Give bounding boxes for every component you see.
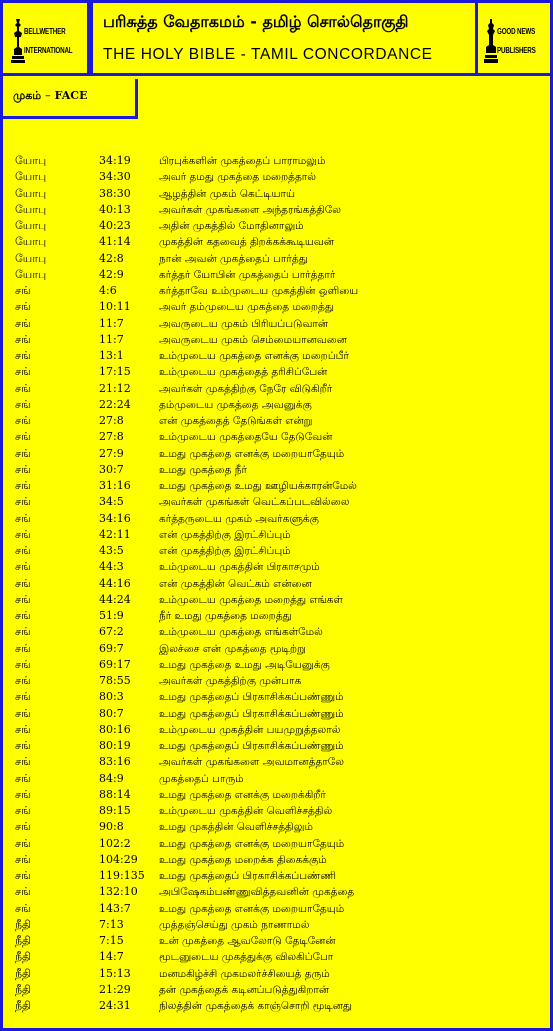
verse-excerpt: முத்தஞ்செய்து முகம் நாணாமல் — [159, 918, 310, 931]
book-abbreviation: யோபு — [15, 235, 47, 249]
book-abbreviation: நீதி — [15, 934, 32, 947]
verse-excerpt: இலச்சை என் முகத்தை மூடிற்று — [159, 642, 306, 655]
verse-excerpt: அவர்கள் முகங்களை அந்தரங்கத்திலே — [159, 203, 341, 216]
title-block — [90, 3, 475, 76]
verse-reference: 132:10 — [99, 885, 138, 899]
verse-excerpt: உமது முகத்தை எனக்கு மறையாதேயும் — [159, 447, 345, 460]
verse-reference: 11:7 — [99, 316, 124, 330]
concordance-row — [15, 462, 545, 478]
concordance-row — [15, 527, 545, 543]
verse-reference: 43:5 — [99, 544, 124, 557]
good-news-logo-line2: PUBLISHERS — [497, 46, 536, 55]
concordance-row — [15, 836, 545, 852]
verse-reference: 143:7 — [99, 901, 131, 915]
concordance-row — [15, 397, 545, 413]
concordance-row — [15, 917, 545, 933]
verse-reference: 34:16 — [99, 511, 131, 525]
verse-reference: 17:15 — [99, 365, 131, 379]
book-abbreviation: சங் — [15, 885, 31, 899]
verse-reference: 44:24 — [99, 592, 131, 606]
book-abbreviation: யோபு — [15, 170, 47, 184]
concordance-row — [15, 592, 545, 608]
verse-reference: 11:7 — [99, 332, 124, 346]
verse-excerpt: உம்முடைய முகத்தையே தேடுவேன் — [159, 431, 333, 444]
verse-excerpt: அவர் தமது முகத்தை மறைத்தால் — [159, 171, 317, 184]
verse-excerpt: தன் முகத்தைக் கடினப்படுத்துகிறான் — [159, 983, 330, 996]
verse-excerpt: உம்முடைய முகத்தை மறைத்து எங்கள் — [159, 593, 343, 606]
verse-excerpt: உமது முகத்தை எனக்கு மறையாதேயும் — [159, 902, 345, 915]
verse-excerpt: உமது முகத்தை எனக்கு மறையாதேயும் — [159, 837, 345, 850]
verse-excerpt: மூடனுடைய முகத்துக்கு விலகிப்போ — [159, 951, 334, 964]
verse-reference: 69:7 — [99, 641, 124, 655]
concordance-row — [15, 218, 545, 234]
book-abbreviation: சங் — [15, 446, 31, 460]
concordance-row — [15, 754, 545, 770]
verse-reference: 78:55 — [99, 674, 131, 687]
book-abbreviation: சங் — [15, 771, 31, 785]
concordance-row — [15, 494, 545, 510]
book-abbreviation: சங் — [15, 869, 31, 882]
concordance-row — [15, 267, 545, 283]
concordance-row — [15, 998, 545, 1014]
concordance-row — [15, 982, 545, 998]
book-abbreviation: சங் — [15, 544, 31, 557]
verse-reference: 7:13 — [99, 917, 124, 931]
concordance-row — [15, 949, 545, 965]
bellwether-logo-mark — [11, 15, 81, 65]
verse-excerpt: உம்முடைய முகத்தின் பயமுறுத்தலால் — [159, 723, 341, 736]
book-abbreviation: சங் — [15, 609, 31, 622]
concordance-row — [15, 202, 545, 218]
book-abbreviation: சங் — [15, 397, 31, 411]
section-heading-box — [3, 79, 138, 119]
book-abbreviation: நீதி — [15, 999, 32, 1012]
book-abbreviation: சங் — [15, 462, 31, 476]
concordance-row — [15, 933, 545, 949]
book-abbreviation: சங் — [15, 300, 31, 314]
verse-excerpt: கர்த்தருடைய முகம் அவர்களுக்கு — [159, 512, 319, 525]
verse-reference: 83:16 — [99, 755, 131, 769]
book-abbreviation: சங் — [15, 706, 31, 720]
verse-reference: 15:13 — [99, 966, 131, 980]
concordance-row — [15, 559, 545, 575]
concordance-row — [15, 283, 545, 299]
book-abbreviation: சங் — [15, 722, 31, 736]
verse-reference: 27:9 — [99, 446, 124, 460]
concordance-row — [15, 316, 545, 332]
verse-reference: 67:2 — [99, 625, 124, 639]
verse-reference: 31:16 — [99, 479, 131, 492]
verse-excerpt: நான் அவன் முகத்தைப் பார்த்து — [159, 252, 308, 265]
verse-reference: 80:19 — [99, 739, 131, 752]
verse-reference: 89:15 — [99, 804, 131, 817]
concordance-row — [15, 901, 545, 917]
concordance-row — [15, 852, 545, 868]
book-abbreviation: சங் — [15, 479, 31, 492]
book-abbreviation: யோபு — [15, 154, 47, 167]
book-abbreviation: நீதி — [15, 966, 32, 980]
verse-reference: 27:8 — [99, 430, 124, 444]
verse-reference: 42:8 — [99, 251, 124, 265]
concordance-row — [15, 169, 545, 185]
verse-excerpt: அபிஷேகம்பண்ணுவித்தவனின் முகத்தை — [159, 886, 355, 899]
verse-reference: 88:14 — [99, 787, 131, 801]
verse-reference: 84:9 — [99, 771, 124, 785]
verse-excerpt: உமது முகத்தைப் பிரகாசிக்கப்பண்ணும் — [159, 691, 344, 704]
verse-excerpt: உமது முகத்தை உமது ஊழியக்காரன்மேல் — [159, 480, 357, 492]
book-abbreviation: யோபு — [15, 202, 47, 216]
section-heading-tamil: முகம் — [13, 89, 42, 102]
verse-reference: 7:15 — [99, 934, 124, 947]
verse-excerpt: அவர்கள் முகத்திற்கு முன்பாக — [159, 675, 302, 687]
verse-excerpt: பிரபுக்களின் முகத்தைப் பாராமலும் — [159, 155, 326, 167]
verse-reference: 80:3 — [99, 690, 124, 704]
verse-reference: 34:5 — [99, 495, 124, 509]
verse-excerpt: உம்முடைய முகத்தின் வெளிச்சத்தில் — [159, 805, 333, 817]
book-abbreviation: சங் — [15, 836, 31, 850]
book-abbreviation: நீதி — [15, 950, 32, 964]
verse-excerpt: முகத்தைப் பாரும் — [159, 772, 244, 785]
concordance-row — [15, 446, 545, 462]
verse-excerpt: ஆழத்தின் முகம் கெட்டியாய் — [159, 187, 295, 200]
verse-excerpt: உமது முகத்தை நீர் — [159, 463, 247, 476]
concordance-row — [15, 868, 545, 884]
verse-reference: 44:3 — [99, 560, 124, 574]
book-abbreviation: சங் — [15, 690, 31, 704]
verse-reference: 90:8 — [99, 820, 124, 834]
concordance-row — [15, 722, 545, 738]
concordance-row — [15, 332, 545, 348]
verse-excerpt: உம்முடைய முகத்தை எனக்கு மறைப்பீர் — [159, 350, 349, 362]
verse-reference: 30:7 — [99, 462, 124, 476]
verse-excerpt: உன் முகத்தை ஆவலோடு தேடினேன் — [159, 935, 336, 947]
concordance-row — [15, 299, 545, 315]
verse-reference: 27:8 — [99, 414, 124, 427]
book-abbreviation: யோபு — [15, 219, 47, 232]
good-news-logo — [475, 3, 550, 76]
verse-reference: 4:6 — [99, 284, 117, 297]
concordance-row — [15, 641, 545, 657]
verse-excerpt: என் முகத்தின் வெட்கம் என்னை — [159, 577, 312, 590]
concordance-row — [15, 381, 545, 397]
book-abbreviation: சங் — [15, 820, 31, 834]
verse-excerpt: அவர்கள் முகங்களை அவமானத்தாலே — [159, 756, 344, 769]
concordance-row — [15, 478, 545, 494]
verse-excerpt: முகத்தின் கதவைத் திறக்கக்கூடியவன் — [159, 236, 335, 249]
good-news-logo-line1: GOOD NEWS — [497, 27, 536, 36]
book-abbreviation: சங் — [15, 560, 31, 574]
verse-reference: 102:2 — [99, 836, 131, 850]
book-abbreviation: சங் — [15, 381, 31, 395]
concordance-row — [15, 429, 545, 445]
book-abbreviation: சங் — [15, 414, 31, 427]
verse-excerpt: கர்த்தர் யோபின் முகத்தைப் பார்த்தார் — [159, 268, 336, 281]
verse-excerpt: உமது முகத்தை மறைக்க திகைக்கும் — [159, 853, 327, 866]
verse-reference: 41:14 — [99, 235, 131, 249]
concordance-row — [15, 884, 545, 900]
verse-reference: 21:29 — [99, 982, 131, 996]
concordance-row — [15, 543, 545, 559]
bellwether-logo-line1: BELLWETHER — [24, 27, 66, 36]
verse-reference: 119:135 — [99, 869, 145, 882]
verse-excerpt: அவருடைய முகம் பிரியப்படுவான் — [159, 317, 329, 330]
verse-reference: 44:16 — [99, 576, 131, 590]
book-abbreviation: சங் — [15, 349, 31, 362]
section-heading-dash: – — [45, 89, 51, 102]
book-abbreviation: சங் — [15, 625, 31, 639]
concordance-row — [15, 348, 545, 364]
concordance-row — [15, 234, 545, 250]
section-heading-english: FACE — [54, 89, 88, 102]
book-abbreviation: யோபு — [15, 186, 47, 200]
verse-excerpt: தம்முடைய முகத்தை அவனுக்கு — [159, 398, 312, 411]
book-abbreviation: சங் — [15, 674, 31, 687]
concordance-row — [15, 966, 545, 982]
concordance-row — [15, 413, 545, 429]
book-abbreviation: சங் — [15, 657, 31, 671]
verse-reference: 42:9 — [99, 267, 124, 281]
verse-reference: 10:11 — [99, 300, 131, 314]
good-news-logo-mark — [484, 15, 546, 65]
book-abbreviation: சங் — [15, 852, 31, 866]
verse-reference: 51:9 — [99, 609, 124, 622]
verse-reference: 22:24 — [99, 397, 131, 411]
lamp-figure-icon — [11, 17, 25, 63]
verse-reference: 13:1 — [99, 349, 124, 362]
concordance-row — [15, 608, 545, 624]
book-abbreviation: சங் — [15, 592, 31, 606]
verse-reference: 40:23 — [99, 219, 131, 232]
book-abbreviation: சங் — [15, 755, 31, 769]
book-abbreviation: சங் — [15, 365, 31, 379]
book-abbreviation: யோபு — [15, 267, 47, 281]
book-abbreviation: சங் — [15, 511, 31, 525]
concordance-list — [15, 153, 545, 1014]
concordance-row — [15, 673, 545, 689]
concordance-row — [15, 576, 545, 592]
verse-excerpt: என் முகத்திற்கு இரட்சிப்பும் — [159, 528, 291, 541]
verse-reference: 21:12 — [99, 381, 131, 395]
concordance-row — [15, 787, 545, 803]
verse-excerpt: அவருடைய முகம் செம்மையானவனை — [159, 333, 347, 346]
book-abbreviation: நீதி — [15, 917, 32, 931]
verse-reference: 42:11 — [99, 527, 131, 541]
verse-reference: 34:30 — [99, 170, 131, 184]
book-abbreviation: சங் — [15, 527, 31, 541]
concordance-row — [15, 706, 545, 722]
concordance-row — [15, 738, 545, 754]
verse-excerpt: உம்முடைய முகத்தைத் தரிசிப்பேன் — [159, 366, 328, 379]
book-abbreviation: சங் — [15, 576, 31, 590]
book-abbreviation: சங் — [15, 787, 31, 801]
book-abbreviation: யோபு — [15, 251, 47, 265]
book-abbreviation: சங் — [15, 901, 31, 915]
title-tamil: பரிசுத்த வேதாகமம் - தமிழ் சொல்தொகுதி — [103, 12, 409, 31]
concordance-row — [15, 364, 545, 380]
verse-reference: 38:30 — [99, 186, 131, 200]
bellwether-logo-line2: INTERNATIONAL — [24, 46, 73, 55]
verse-reference: 24:31 — [99, 999, 131, 1012]
book-abbreviation: சங் — [15, 495, 31, 509]
verse-excerpt: மனமகிழ்ச்சி முகமலர்ச்சியைத் தரும் — [159, 967, 330, 980]
book-abbreviation: நீதி — [15, 982, 32, 996]
verse-excerpt: நீர் உமது முகத்தை மறைத்து — [159, 610, 292, 622]
concordance-row — [15, 771, 545, 787]
verse-excerpt: உமது முகத்தைப் பிரகாசிக்கப்பண்ணி — [159, 870, 337, 882]
book-abbreviation: சங் — [15, 332, 31, 346]
concordance-row — [15, 624, 545, 640]
verse-excerpt: அவர்கள் முகத்திற்கு நேரே விடுகிறீர் — [159, 382, 333, 395]
concordance-row — [15, 186, 545, 202]
verse-excerpt: உம்முடைய முகத்தின் பிரகாசமும் — [159, 561, 320, 574]
book-abbreviation: சங் — [15, 430, 31, 444]
verse-excerpt: உமது முகத்தை உமது அடியேனுக்கு — [159, 658, 330, 671]
verse-reference: 34:19 — [99, 154, 131, 167]
book-abbreviation: சங் — [15, 316, 31, 330]
book-abbreviation: சங் — [15, 739, 31, 752]
page-header — [3, 3, 550, 79]
verse-excerpt: அவர்கள் முகங்கள் வெட்கப்படவில்லை — [159, 496, 350, 509]
section-heading — [13, 89, 87, 104]
verse-excerpt: என் முகத்திற்கு இரட்சிப்பும் — [159, 545, 291, 557]
book-abbreviation: சங் — [15, 804, 31, 817]
verse-excerpt: உமது முகத்தை எனக்கு மறைக்கிறீர் — [159, 788, 326, 801]
concordance-row — [15, 657, 545, 673]
concordance-row — [15, 689, 545, 705]
concordance-row — [15, 803, 545, 819]
bellwether-logo — [3, 3, 90, 76]
verse-excerpt: கர்த்தாவே உம்முடைய முகத்தின் ஒளியை — [159, 285, 359, 297]
verse-excerpt: உமது முகத்தின் வெளிச்சத்திலும் — [159, 821, 313, 834]
verse-excerpt: உம்முடைய முகத்தை எங்கள்மேல் — [159, 626, 323, 639]
concordance-row — [15, 251, 545, 267]
verse-excerpt: அதின் முகத்தில் மோதினாலும் — [159, 220, 304, 232]
verse-excerpt: என் முகத்தைத் தேடுங்கள் என்று — [159, 415, 313, 427]
verse-reference: 40:13 — [99, 202, 131, 216]
verse-reference: 69:17 — [99, 657, 131, 671]
verse-excerpt: நிலத்தின் முகத்தைக் காஞ்சொறி மூடினது — [159, 1000, 353, 1012]
concordance-row — [15, 819, 545, 835]
verse-reference: 80:16 — [99, 722, 131, 736]
verse-reference: 104:29 — [99, 852, 138, 866]
book-abbreviation: சங் — [15, 641, 31, 655]
verse-reference: 14:7 — [99, 950, 124, 964]
concordance-row — [15, 153, 545, 169]
concordance-row — [15, 511, 545, 527]
verse-excerpt: உமது முகத்தைப் பிரகாசிக்கப்பண்ணும் — [159, 740, 344, 752]
verse-excerpt: உமது முகத்தைப் பிரகாசிக்கப்பண்ணும் — [159, 707, 344, 720]
book-abbreviation: சங் — [15, 284, 31, 297]
tower-figure-icon — [484, 17, 498, 63]
verse-excerpt: அவர் தம்முடைய முகத்தை மறைத்து — [159, 301, 334, 314]
verse-reference: 80:7 — [99, 706, 124, 720]
title-english: THE HOLY BIBLE - TAMIL CONCORDANCE — [103, 46, 433, 63]
